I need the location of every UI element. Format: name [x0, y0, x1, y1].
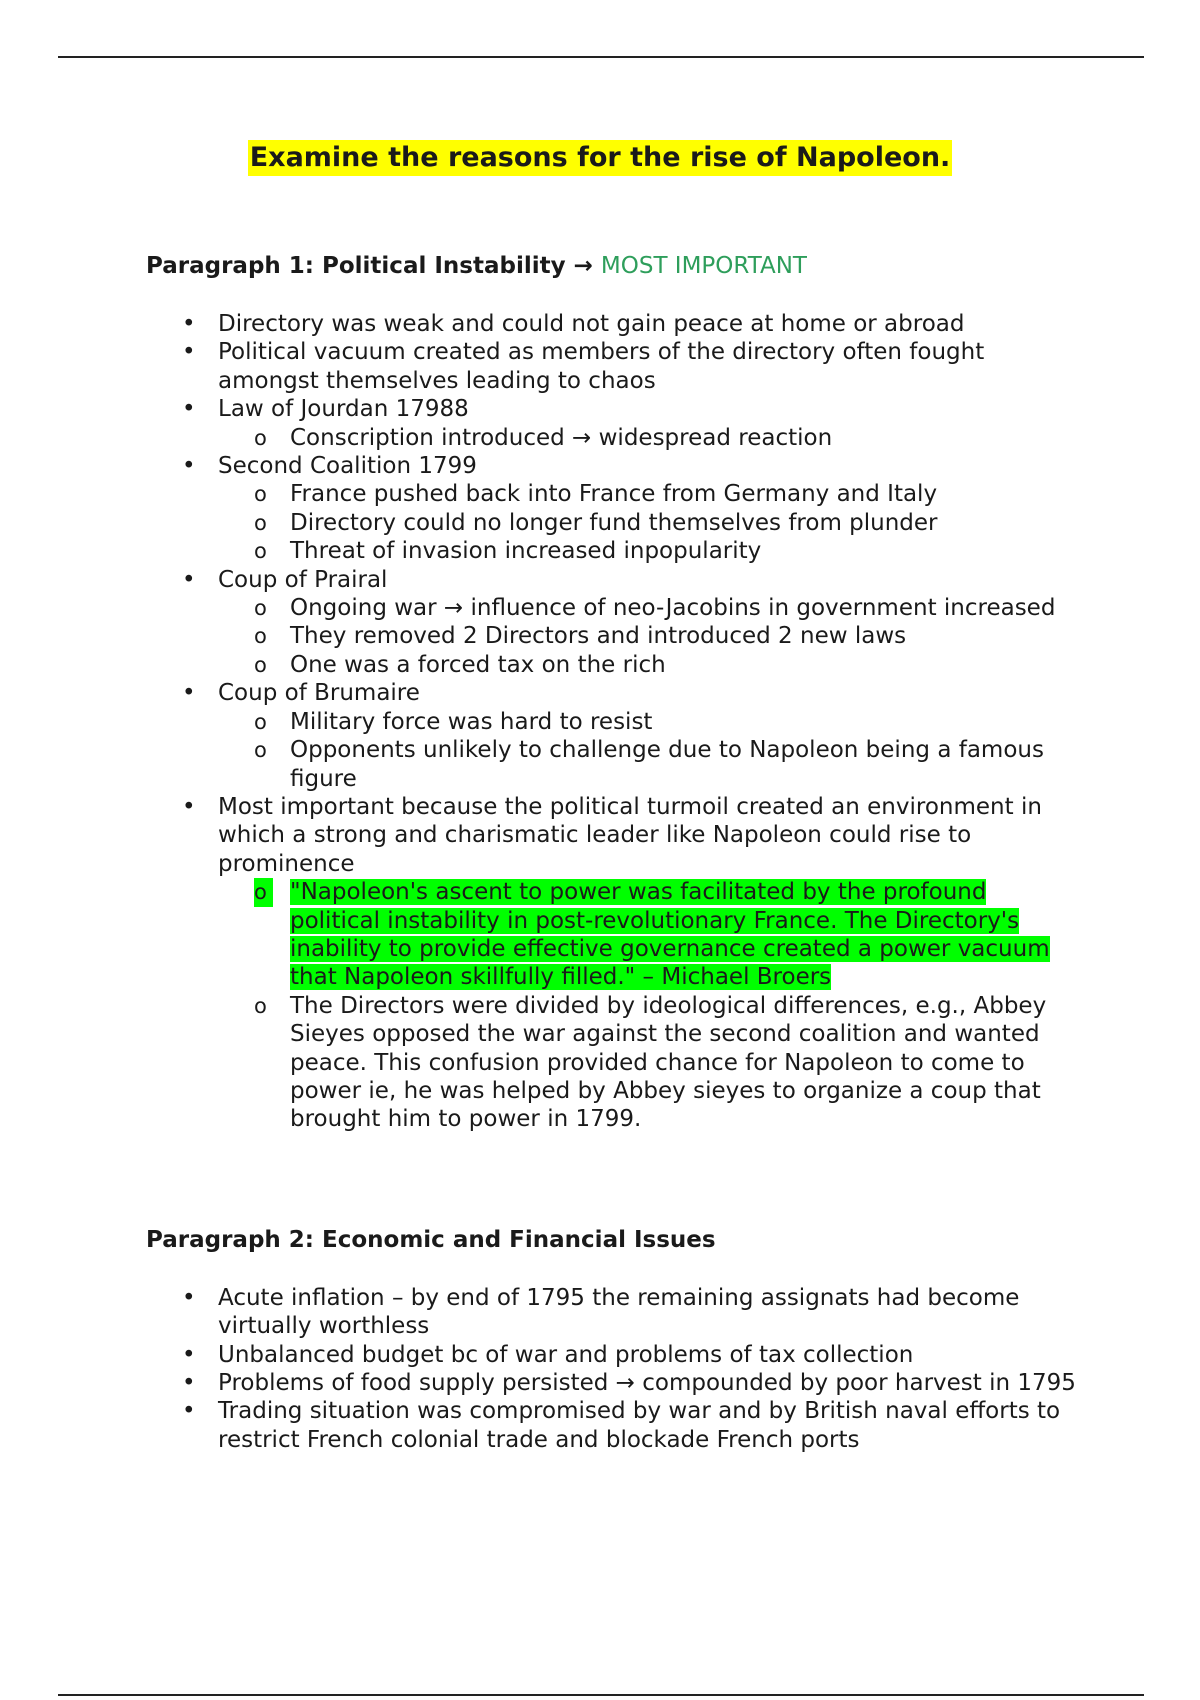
sub-item-text: They removed 2 Directors and introduced 2 new laws	[290, 623, 907, 650]
paragraph-1-list	[146, 310, 1076, 1134]
list-item	[146, 566, 1076, 680]
sub-item-text: Directory could no longer fund themselves from plunder	[290, 509, 938, 536]
sub-item-text: Conscription introduced → widespread reaction	[290, 424, 833, 451]
list-item	[146, 310, 1076, 338]
list-item-text: Coup of Prairal	[218, 566, 388, 593]
title-wrap	[146, 140, 1054, 176]
list-item	[146, 793, 1076, 1134]
sub-list-item	[146, 736, 1076, 793]
sub-item-text: Threat of invasion increased inpopularity	[290, 538, 762, 565]
most-important-tag: MOST IMPORTANT	[600, 253, 807, 279]
sub-list-item	[146, 622, 1076, 650]
list-item	[146, 1397, 1076, 1454]
list-item-text: Law of Jourdan 17988	[218, 396, 469, 423]
sub-item-text: France pushed back into France from Germany and Italy	[290, 481, 938, 508]
document-body	[146, 140, 1076, 1454]
list-item	[146, 395, 1076, 452]
section-gap	[146, 1134, 1076, 1222]
highlighted-quote	[146, 878, 1076, 992]
sub-item-text: One was a forced tax on the rich	[290, 651, 666, 678]
bottom-rule	[58, 1694, 1144, 1696]
sub-list	[218, 594, 1076, 679]
essay-title: Examine the reasons for the rise of Napoleon.	[248, 140, 953, 176]
list-item-text: Unbalanced budget bc of war and problems of tax collection	[218, 1341, 914, 1368]
list-item-text: Trading situation was compromised by war and by British naval efforts to restrict French colonial trade and blockade French ports	[218, 1398, 1061, 1453]
sub-list-item	[146, 537, 1076, 565]
sub-list	[218, 878, 1076, 1134]
sub-item-text: Opponents unlikely to challenge due to Napoleon being a famous figure	[290, 737, 1044, 792]
list-item	[146, 679, 1076, 793]
list-item-text: Acute inflation – by end of 1795 the remaining assignats had become virtually worthless	[218, 1284, 1020, 1340]
quote-text: "Napoleon's ascent to power was facilitated by the profound political instability in post-revolutionary France. The Directory's inability to provide effective governance created a power vacuum that Napoleon skillfully filled." – Michael Broers	[290, 879, 1050, 991]
sub-item-text: Military force was hard to resist	[290, 708, 653, 735]
paragraph-2-heading: Paragraph 2: Economic and Financial Issues	[146, 1226, 716, 1253]
sub-item-text: The Directors were divided by ideological differences, e.g., Abbey Sieyes opposed the war against the second coalition and wanted peace. This confusion provided chance for Napoleon to come to power ie, he was helped by Abbey sieyes to organize a coup that brought him to power in 1799.	[290, 992, 1047, 1133]
sub-list-item	[146, 424, 1076, 452]
sub-list	[218, 480, 1076, 565]
sub-list-item	[146, 594, 1076, 622]
sub-list	[218, 424, 1076, 452]
sub-list-item	[146, 480, 1076, 508]
list-item-text: Coup of Brumaire	[218, 680, 420, 707]
list-item	[146, 1369, 1076, 1397]
list-item	[146, 452, 1076, 566]
sub-list-item	[146, 708, 1076, 736]
sub-list-item	[146, 509, 1076, 537]
list-item	[146, 1341, 1076, 1369]
list-item	[146, 338, 1076, 395]
paragraph-2-list	[146, 1284, 1076, 1454]
sub-item-text: Ongoing war → influence of neo-Jacobins in government increased	[290, 595, 1056, 622]
list-item	[146, 1284, 1076, 1341]
list-item-text: Political vacuum created as members of the directory often fought amongst themselves leading to chaos	[218, 339, 985, 394]
list-item-text: Second Coalition 1799	[218, 453, 477, 480]
list-item-text: Most important because the political turmoil created an environment in which a strong and charismatic leader like Napoleon could rise to prominence	[218, 793, 1042, 877]
paragraph-1-heading-text: Paragraph 1: Political Instability →	[146, 253, 593, 279]
list-item-text: Problems of food supply persisted → compounded by poor harvest in 1795	[218, 1370, 1076, 1396]
top-rule	[58, 56, 1144, 58]
sub-list-item	[146, 992, 1076, 1134]
sub-list	[218, 708, 1076, 793]
paragraph-1-heading	[146, 248, 1076, 284]
list-item-text: Directory was weak and could not gain peace at home or abroad	[218, 311, 965, 337]
sub-list-item	[146, 651, 1076, 679]
